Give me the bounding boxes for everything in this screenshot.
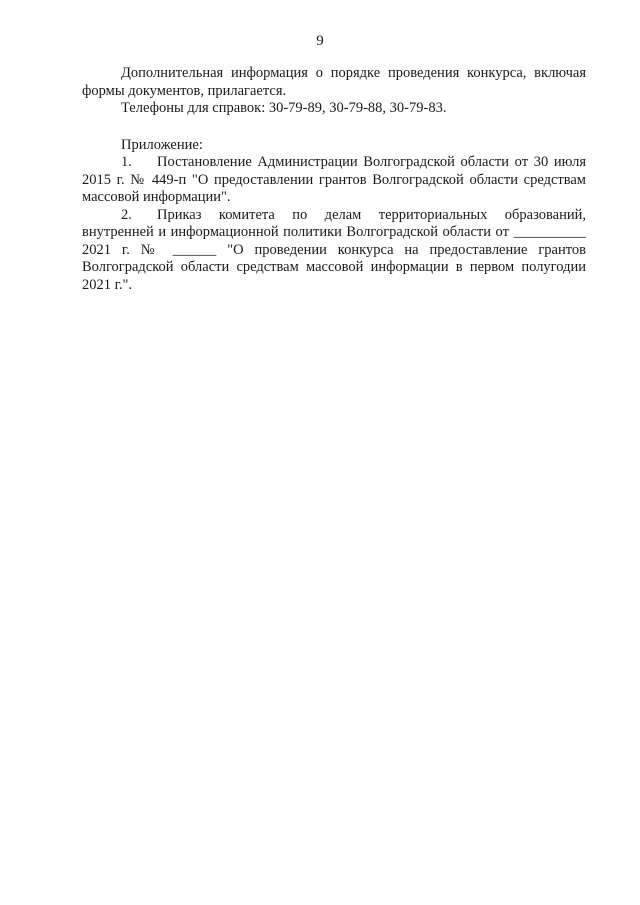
additional-info-paragraph: Дополнительная информация о порядке проведения конкурса, включая формы документов, прилагается. bbox=[82, 65, 586, 99]
spacer bbox=[82, 118, 586, 137]
phones-paragraph: Телефоны для справок: 30-79-89, 30-79-88, 30-79-83. bbox=[121, 100, 447, 116]
appendix-item-1 bbox=[82, 154, 586, 207]
appendix-heading: Приложение: bbox=[121, 136, 203, 153]
appendix-item-number: 2. bbox=[121, 206, 132, 223]
document-body bbox=[82, 65, 586, 294]
appendix-item-text: Постановление Администрации Волгоградской области от 30 июля 2015 г. № 449-п "О предоставлении грантов Волгоградской области средствам массовой информации". bbox=[82, 154, 586, 205]
page-number: 9 bbox=[316, 33, 324, 49]
appendix-item-2 bbox=[82, 207, 586, 295]
appendix-item-text: Приказ комитета по делам территориальных образований, внутренней и информационной политики Волгоградской области от __________ 2021 г. № ______ "О проведении конкурса на предоставление грантов Волгоградской области средствам массовой информации в первом полугодии 2021 г.". bbox=[82, 206, 586, 293]
appendix-item-number: 1. bbox=[121, 154, 132, 170]
